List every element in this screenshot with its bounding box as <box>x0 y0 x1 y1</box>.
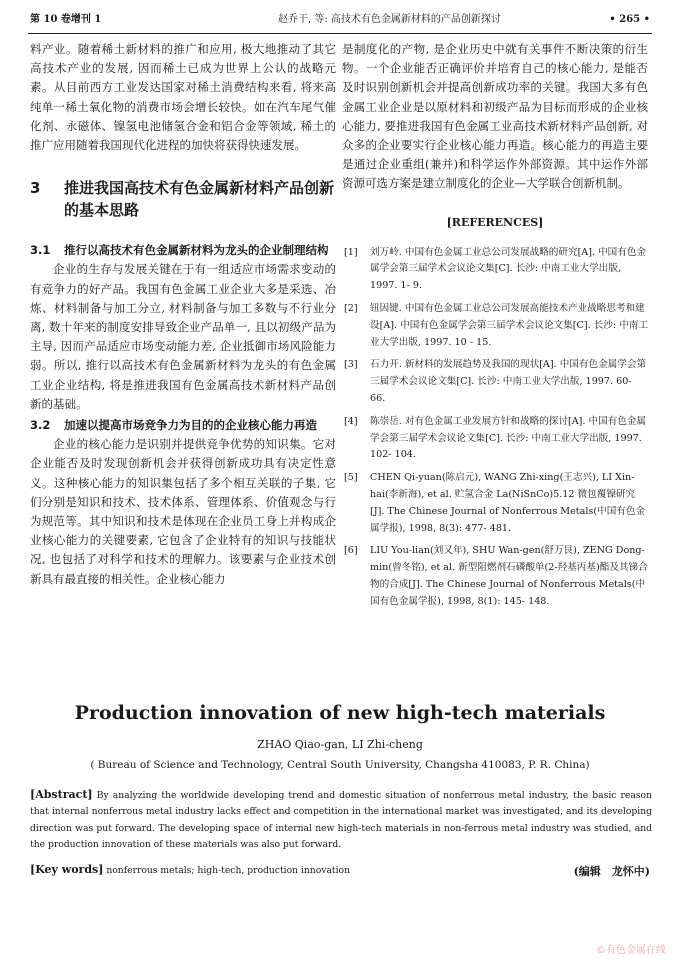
editor-note: (编辑 龙怀中) <box>573 865 650 878</box>
subsection-3-2-text: 企业的核心能力是识别并提供竞争优势的知识集。它对企业能否及时发现创新机会并获得创新成功具有决定性意义。这种核心能力的知识集包括了多个相互关联的子集, 它们分别是知识和技术、技术体系、管理体系、价值观念与行为规范等。其中知识和技术是体现在企业员工身上并构成企业核心能力的关键要素, 它包含了企业特有的知识与技能状况, 也包括了对科学和技术的理解力。该要素与企业技术创新具有最直接的相关性。企业核心能力 <box>30 437 336 586</box>
english-keywords <box>30 862 350 879</box>
subsection-3-1-heading <box>30 241 336 260</box>
reference-text: 陈崇岳. 对有色金属工业发展方针和战略的探讨[A]. 中国有色金属学会第三届学术会议论文集[C]. 长沙: 中南工业大学出版, 1997. 102- 104. <box>370 415 647 461</box>
reference-text: 钮因键. 中国有色金属工业总公司发展高能技术产业战略思考和建设[A]. 中国有色金属学会第三届学术会议论文集[C]. 长沙: 中南工业大学出版, 1997. 10 - 15. <box>370 303 648 348</box>
running-header <box>30 10 650 30</box>
section-title: 推进我国高技术有色金属新材料产品创新的基本思路 <box>64 179 335 220</box>
watermark: ©有色金属在线 <box>596 945 666 956</box>
subsection-3-1-text: 企业的生存与发展关键在于有一组适应市场需求变动的有竞争力的好产品。我国有色金属工业企业大多是采选、冶炼、材料制备与加工分立, 材料制备与加工多数与不行业分离, 数十年来的制度安排导致企业产品单一, 且以初级产品为主导, 因而产品适应市场变动能力差, 企业抵御市场风险能力弱。所以, 推行以高技术有色金属新材料为龙头的有色金属工业企业结构, 将是推进我国有色金属高技术新材料产品创新的基础。 <box>30 262 336 411</box>
subsection-3-2-heading <box>30 416 336 435</box>
reference-text: CHEN Qi-yuan(陈启元), WANG Zhi-xing(王志兴), LI Xin-hai(李新海), et al. 贮氢合金 La(NiSnCo)5.12 微包覆镍研究[J]. The Chinese Journal of Nonferrous Metals(中国有色金属学报), 1998, 8(3): 477- 481. <box>370 472 646 534</box>
reference-list <box>342 245 648 611</box>
reference-number: [2] <box>344 303 358 315</box>
abstract-text: By analyzing the worldwide developing trend and domestic situation of nonferrous metal industry, the basic reason that internal nonferrous metal industry lacks effect and competition in the international market was investigated, and its developing direction was put forward. The developing space of internal new high-tech materials in non-ferrous metal industry was studied, and the production innovation of these materials was also put forward. <box>30 790 652 851</box>
reference-number: [3] <box>344 359 358 371</box>
reference-item <box>342 414 648 464</box>
section-number: 3 <box>30 179 41 198</box>
references-heading: [REFERENCES] <box>446 215 544 229</box>
page-number: • 265 • <box>609 14 650 25</box>
reference-item <box>342 470 648 537</box>
english-authors: ZHAO Qiao-gan, LI Zhi-cheng <box>257 738 423 751</box>
reference-number: [1] <box>344 246 358 258</box>
journal-volume: 第 10 卷增刊 1 <box>30 14 102 25</box>
reference-text: 石力开. 新材料的发展趋势及我国的现状[A]. 中国有色金属学会第三届学术会议论文集[C]. 长沙: 中南工业大学出版, 1997. 60- 66. <box>370 359 647 404</box>
section-3-heading <box>30 177 336 221</box>
abstract-label: [Abstract] <box>30 788 93 801</box>
reference-item <box>342 301 648 351</box>
reference-item <box>342 245 648 295</box>
english-affiliation: ( Bureau of Science and Technology, Central South University, Changsha 410083, P. R. China) <box>90 759 590 771</box>
left-column <box>30 40 336 589</box>
reference-item <box>342 543 648 610</box>
subsection-title: 推行以高技术有色金属新材料为龙头的企业制理结构 <box>64 243 329 258</box>
keywords-text: nonferrous metals; high-tech, production innovation <box>106 865 351 876</box>
reference-text: 刘万岭. 中国有色金属工业总公司发展战略的研究[A]. 中国有色金属学会第三届学术会议论文集[C]. 长沙: 中南工业大学出版, 1997. 1- 9. <box>370 246 647 292</box>
subsection-number: 3.1 <box>30 243 51 258</box>
reference-number: [4] <box>344 415 358 427</box>
subsection-title: 加速以提高市场竞争力为目的的企业核心能力再造 <box>64 418 317 433</box>
running-title: 赵乔干, 等: 高技术有色金属新材料的产品创新探讨 <box>278 14 501 25</box>
right-column <box>342 40 648 617</box>
continued-paragraph: 是制度化的产物, 是企业历史中就有关事件不断决策的衍生物。一个企业能否正确评价并培育自己的核心能力, 是能否及时识别创新机会并提高创新成功率的关键。我国大多有色金属工业企业是以原材料和初级产品为目标而形成的企业核心能力, 要推进我国有色金属工业高技术新材料产品创新, 对众多的企业要实行企业核心能力再造。核心能力的再造主要是通过企业重组(兼并)和科学运作外部资源。其中运作外部资源可选方案是建立制度化的企业—大学联合创新机制。 <box>342 42 648 191</box>
english-abstract <box>30 787 652 854</box>
subsection-number: 3.2 <box>30 418 51 433</box>
keywords-label: [Key words] <box>30 863 104 876</box>
reference-text: LIU You-lian(刘又年), SHU Wan-gen(舒万艮), ZENG Dong-min(曾冬铭), et al. 新型阻燃剂石磷酸单(2-羟基丙基)酯及其锑合物的合成[J]. The Chinese Journal of Nonferrous Metals(中国有色金属学报), 1998, 8(1): 145- 148. <box>370 545 648 607</box>
english-title: Production innovation of new high-tech materials <box>74 702 606 724</box>
intro-paragraph: 料产业。随着稀土新材料的推广和应用, 极大地推动了其它高技术产业的发展, 因而稀土已成为世界上公认的战略元素。从目前西方工业发达国家对稀土消费结构来看, 将来高纯单一稀土氧化物的消费市场会增长较快。如在汽车尾气催化剂、永磁体、镍氢电池储氢合金和铝合金等领域, 稀土的推广应用随着我国现代化进程的加快将获得快速发展。 <box>30 42 336 153</box>
reference-number: [6] <box>344 545 358 557</box>
header-rule <box>28 33 652 34</box>
reference-item <box>342 357 648 407</box>
reference-number: [5] <box>344 472 358 484</box>
